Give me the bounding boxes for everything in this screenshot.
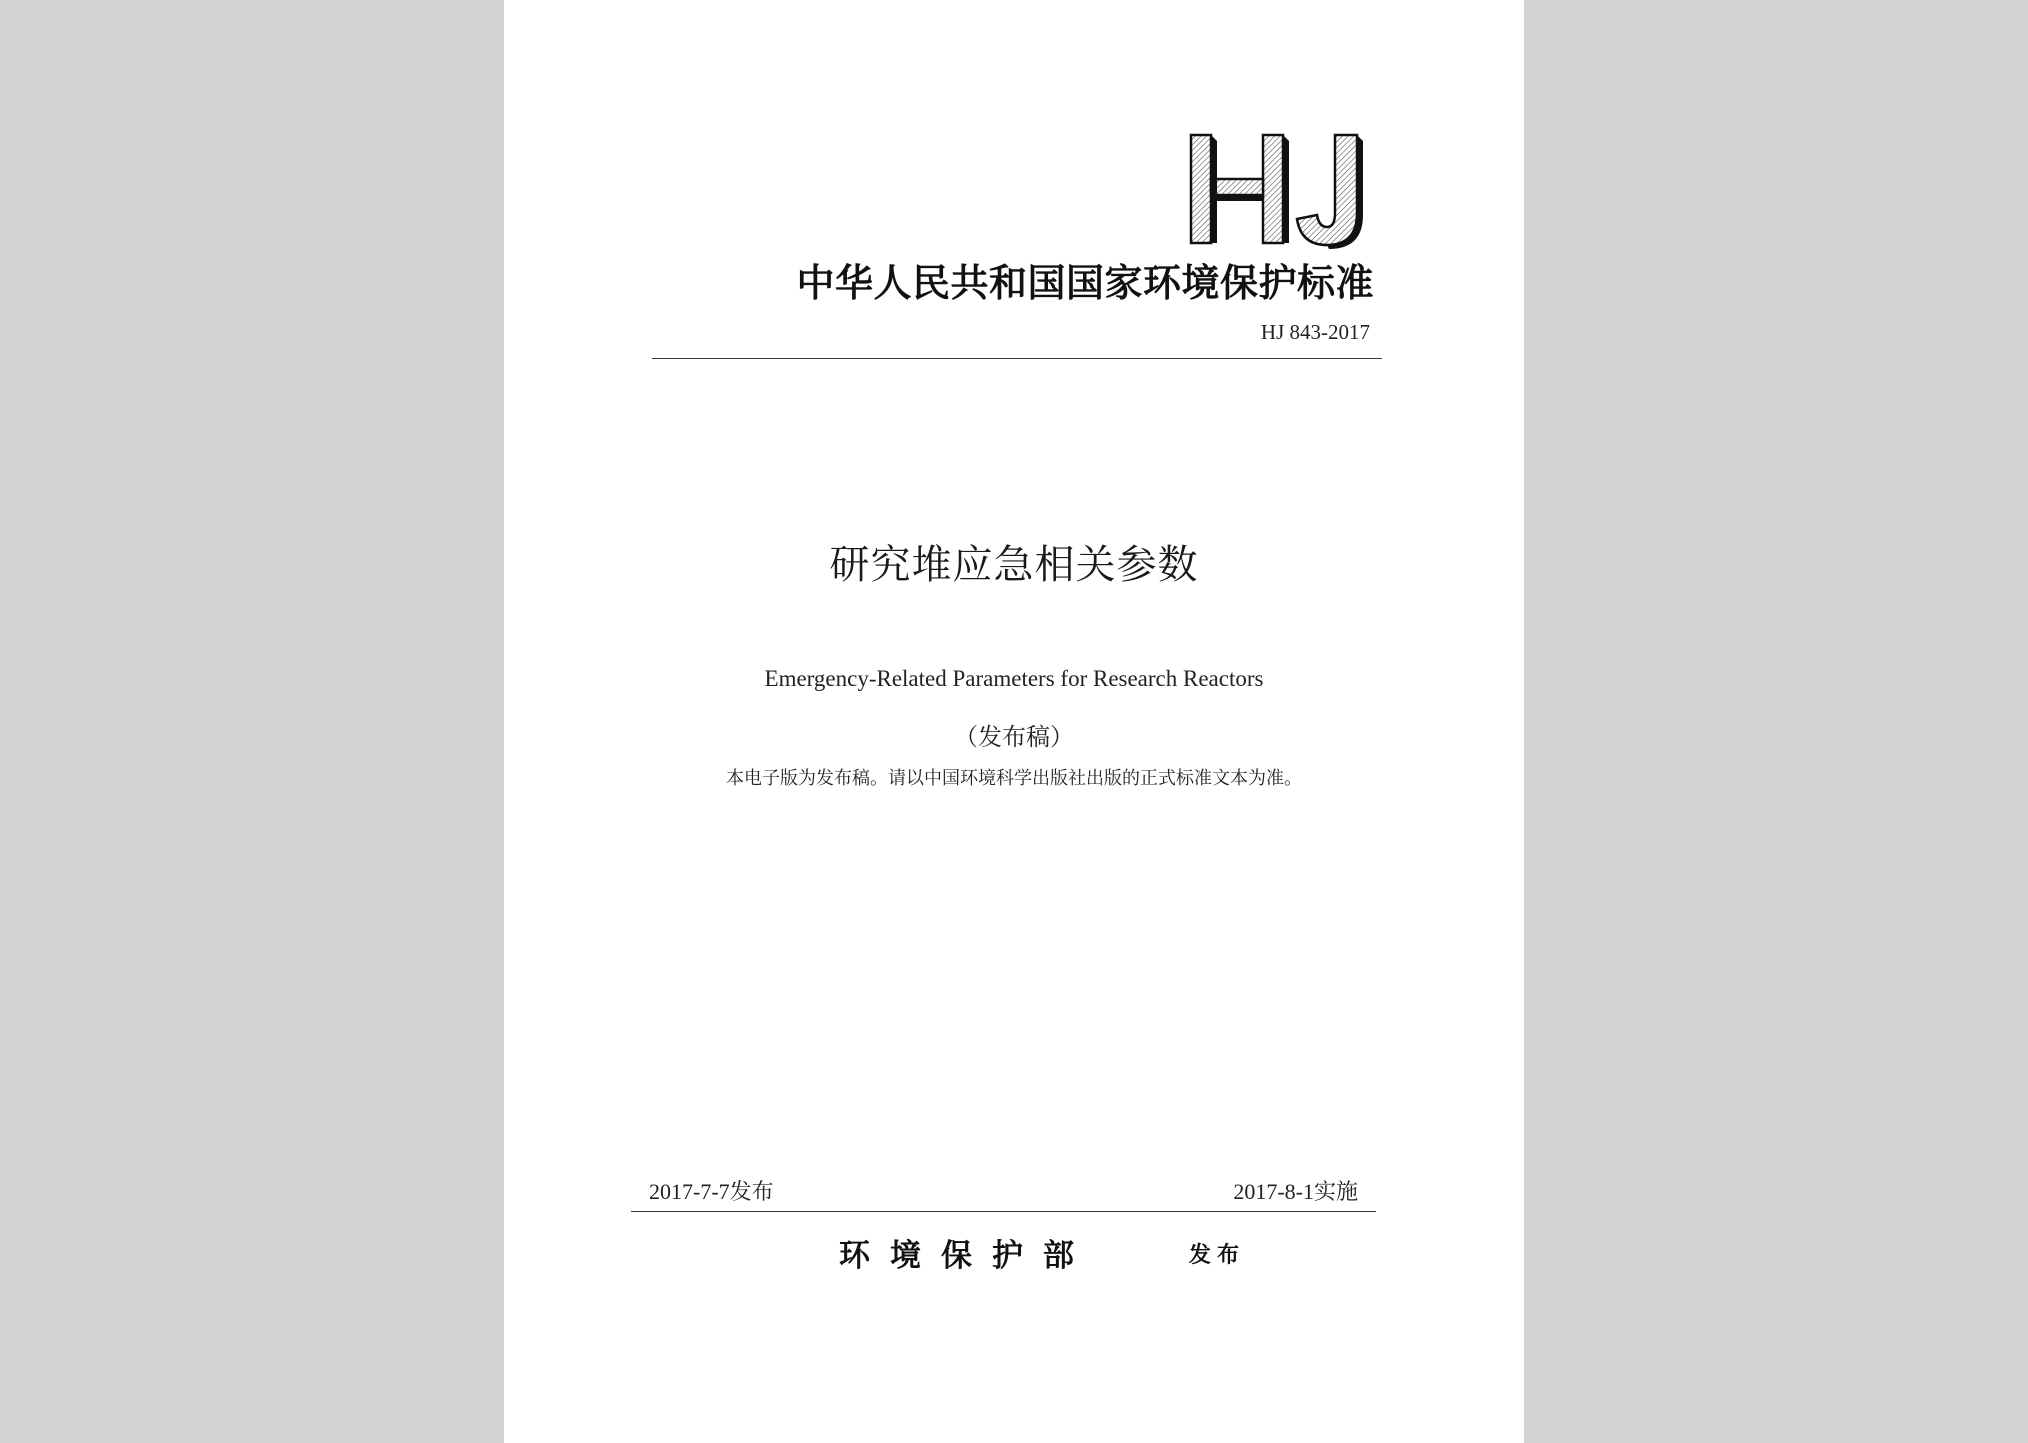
document-title-chinese: 研究堆应急相关参数: [829, 542, 1199, 588]
issuing-authority-title: 中华人民共和国国家环境保护标准: [796, 261, 1374, 305]
issue-date: 2017-7-7发布: [649, 1179, 774, 1204]
viewer-background-right: [1524, 0, 2028, 1443]
issuing-ministry: 环境保护部: [839, 1238, 1094, 1274]
hj-logo: [1185, 129, 1370, 249]
footer-divider: [631, 1211, 1376, 1212]
standard-number: HJ 843-2017: [1260, 320, 1370, 344]
publish-label: 发布: [1189, 1243, 1246, 1268]
document-page: [504, 0, 1524, 1443]
document-title-english: Emergency-Related Parameters for Research Reactors: [764, 666, 1264, 691]
draft-label: （发布稿）: [954, 723, 1074, 751]
implementation-date: 2017-8-1实施: [1233, 1179, 1358, 1204]
header-divider: [652, 358, 1382, 359]
viewer-background-left: [0, 0, 504, 1443]
edition-note: 本电子版为发布稿。请以中国环境科学出版社出版的正式标准文本为准。: [726, 768, 1302, 789]
